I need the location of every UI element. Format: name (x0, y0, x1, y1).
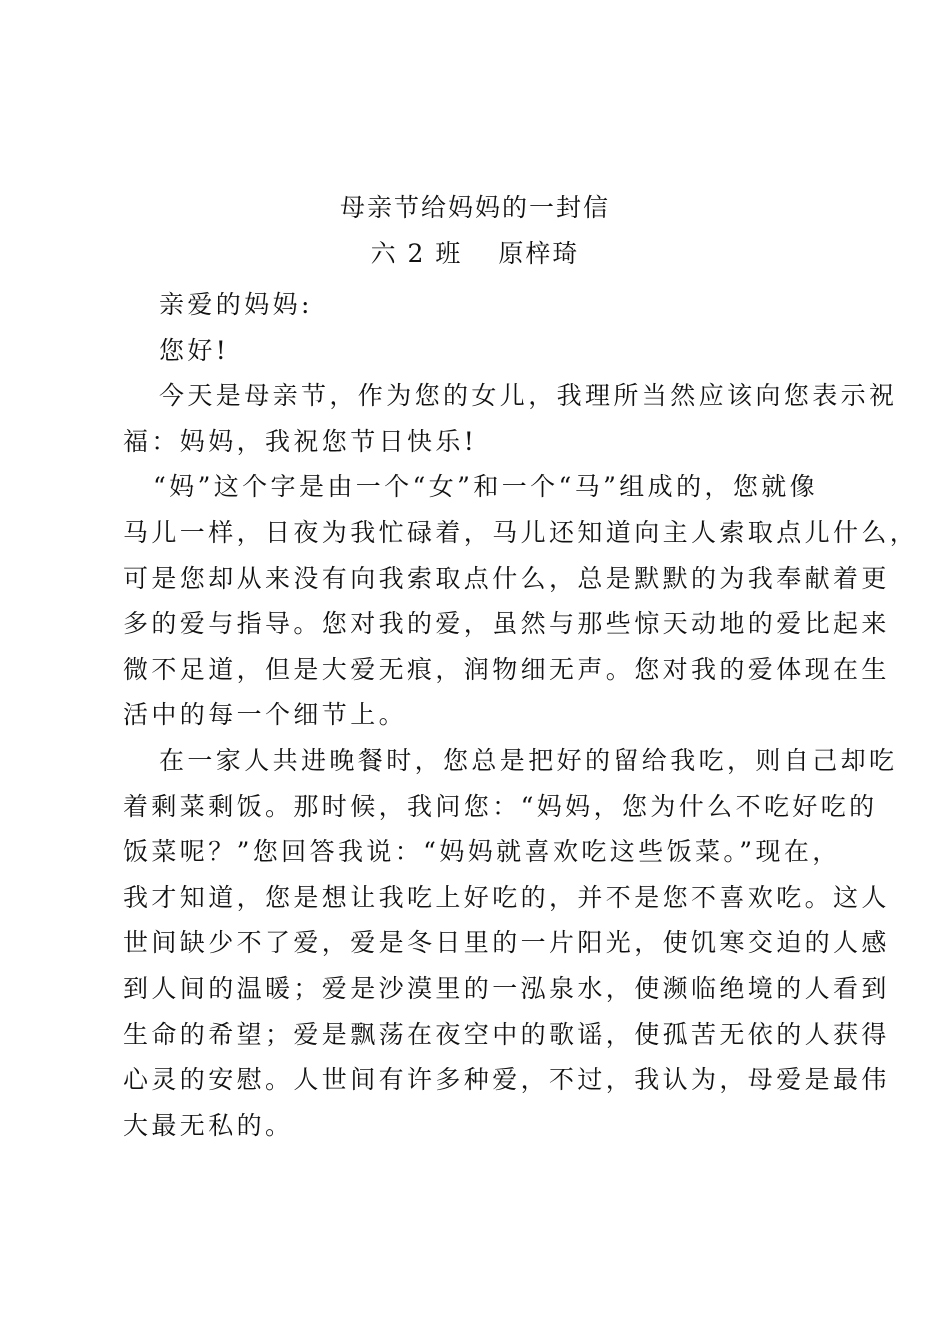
paragraph-line: 可是您却从来没有向我索取点什么，总是默默的为我奉献着更 (123, 563, 890, 593)
paragraph-line: 微不足道，但是大爱无痕，润物细无声。您对我的爱体现在生 (123, 654, 890, 684)
paragraph-line: 福：妈妈，我祝您节日快乐! (123, 426, 478, 456)
paragraph-line: 今天是母亲节，作为您的女儿，我理所当然应该向您表示祝 (159, 381, 898, 411)
class-name: 六 2 班 (370, 239, 463, 268)
paragraph-line: 多的爱与指导。您对我的爱，虽然与那些惊天动地的爱比起来 (123, 609, 890, 639)
letter-title: 母亲节给妈妈的一封信 (339, 193, 610, 222)
letter-body (123, 282, 919, 1148)
salutation: 亲爱的妈妈: (159, 290, 313, 319)
paragraph-line: 着剩菜剩饭。那时候，我问您：“妈妈，您为什么不吃好吃的 (123, 791, 878, 821)
paragraph-line: 我才知道，您是想让我吃上好吃的，并不是您不喜欢吃。这人 (123, 882, 890, 912)
paragraph-line: 在一家人共进晚餐时，您总是把好的留给我吃，则自己却吃 (159, 745, 898, 775)
author-name: 原梓琦 (498, 239, 580, 268)
paragraph-line: “妈”这个字是由一个“女”和一个“马”组成的，您就像 (153, 472, 819, 502)
paragraph-line: 马儿一样，日夜为我忙碌着，马儿还知道向主人索取点儿什么， (123, 517, 919, 547)
paragraph-line: 生命的希望；爱是飘荡在夜空中的歌谣，使孤苦无依的人获得 (123, 1019, 890, 1049)
paragraph-line: 活中的每一个细节上。 (123, 700, 408, 730)
greeting: 您好! (159, 335, 230, 365)
paragraph-line: 世间缺少不了爱，爱是冬日里的一片阳光，使饥寒交迫的人感 (123, 928, 890, 958)
paragraph-line: 饭菜呢？”您回答我说：“妈妈就喜欢吃这些饭菜。”现在， (123, 837, 841, 867)
paragraph-line: 心灵的安慰。人世间有许多种爱，不过，我认为，母爱是最伟 (123, 1065, 890, 1095)
paragraph-line: 到人间的温暖；爱是沙漠里的一泓泉水，使濒临绝境的人看到 (123, 973, 890, 1003)
author-line (0, 234, 950, 274)
paragraph-line: 大最无私的。 (123, 1110, 294, 1140)
